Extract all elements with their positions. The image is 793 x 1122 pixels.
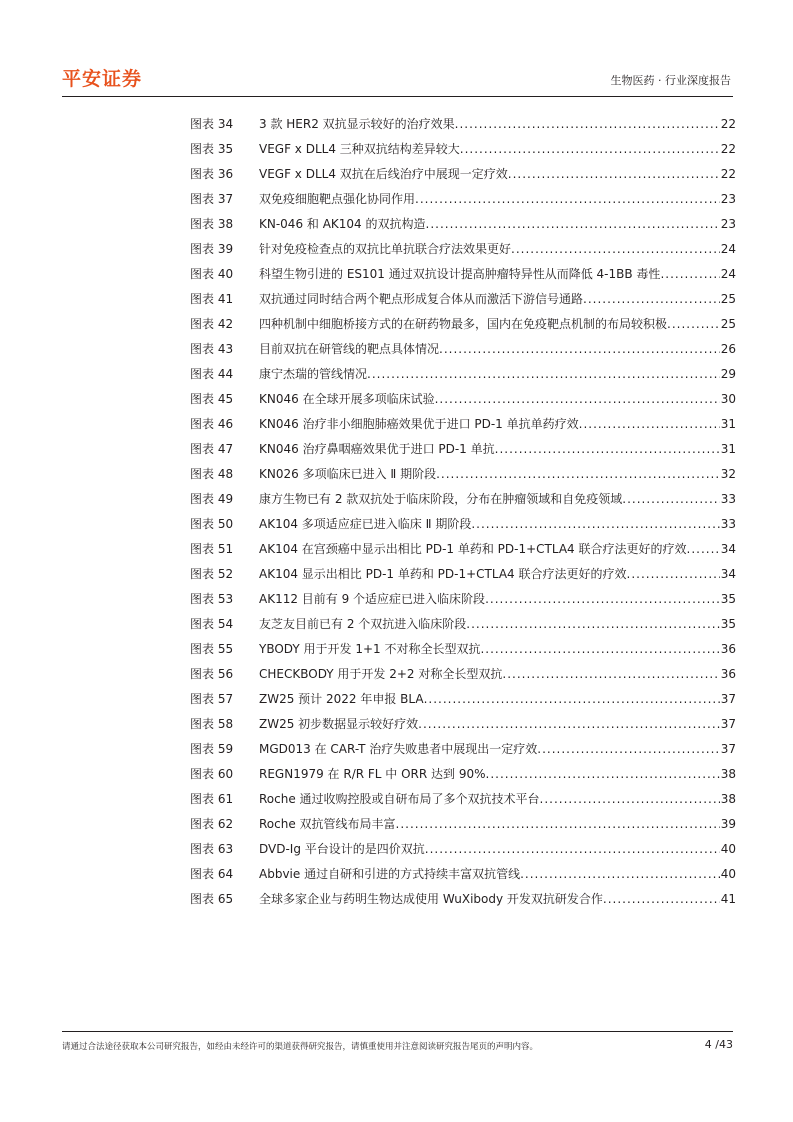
toc-dot-leader — [485, 589, 720, 609]
toc-entry-page: 25 — [720, 317, 736, 331]
toc-dot-leader — [435, 389, 720, 409]
toc-entry-body — [259, 214, 736, 234]
toc-entry-page: 39 — [720, 817, 736, 831]
toc-entry-title: AK104 在宫颈癌中显示出相比 PD-1 单药和 PD-1+CTLA4 联合疗法更好的疗效 — [259, 542, 687, 556]
toc-entry-label: 图表 59 — [190, 742, 234, 756]
toc-entry-label: 图表 46 — [190, 417, 234, 431]
toc-dot-leader — [537, 739, 719, 759]
toc-entry-page: 34 — [720, 567, 736, 581]
toc-entry-label: 图表 43 — [190, 342, 234, 356]
toc-dot-leader — [502, 664, 719, 684]
toc-entry-body — [259, 389, 736, 409]
toc-entry-body — [259, 189, 736, 209]
toc-entry-page: 38 — [720, 767, 736, 781]
toc-entry-page: 31 — [720, 442, 736, 456]
toc-dot-leader — [603, 889, 720, 909]
toc-entry[interactable] — [190, 739, 736, 764]
toc-entry-label: 图表 34 — [190, 117, 234, 131]
toc-entry-page: 23 — [720, 217, 736, 231]
toc-dot-leader — [511, 239, 720, 259]
toc-entry-label: 图表 38 — [190, 217, 234, 231]
toc-entry-body — [259, 289, 736, 309]
toc-entry-title: 目前双抗在研管线的靶点具体情况 — [259, 342, 440, 356]
toc-entry-page: 37 — [720, 742, 736, 756]
toc-entry-body — [259, 589, 736, 609]
toc-entry-body — [259, 439, 736, 459]
toc-entry-label: 图表 51 — [190, 542, 234, 556]
toc-entry-page: 24 — [720, 242, 736, 256]
toc-entry-page: 35 — [720, 592, 736, 606]
toc-entry[interactable] — [190, 189, 736, 214]
toc-dot-leader — [426, 214, 720, 234]
toc-entry[interactable] — [190, 364, 736, 389]
toc-dot-leader — [495, 439, 720, 459]
toc-entry-page: 33 — [720, 492, 736, 506]
toc-dot-leader — [627, 564, 720, 584]
toc-entry-label: 图表 39 — [190, 242, 234, 256]
toc-entry-page: 31 — [720, 417, 736, 431]
toc-dot-leader — [508, 164, 720, 184]
toc-entry[interactable] — [190, 589, 736, 614]
toc-entry-body — [259, 714, 736, 734]
toc-entry-title: 康方生物已有 2 款双抗处于临床阶段，分布在肿瘤领域和自免疫领域 — [259, 492, 623, 506]
toc-entry[interactable] — [190, 489, 736, 514]
toc-entry-title: 四种机制中细胞桥接方式的在研药物最多，国内在免疫靶点机制的布局较积极 — [259, 317, 668, 331]
toc-entry-title: Roche 通过收购控股或自研布局了多个双抗技术平台 — [259, 792, 540, 806]
page-number: 4 /43 — [704, 1038, 733, 1051]
toc-dot-leader — [424, 689, 720, 709]
toc-entry-label: 图表 57 — [190, 692, 234, 706]
toc-dot-leader — [687, 539, 720, 559]
toc-entry-body — [259, 764, 736, 784]
toc-entry-label: 图表 37 — [190, 192, 234, 206]
toc-entry-title: ZW25 初步数据显示较好疗效 — [259, 717, 419, 731]
toc-entry-body — [259, 689, 736, 709]
toc-entry-label: 图表 48 — [190, 467, 234, 481]
toc-entry-body — [259, 464, 736, 484]
toc-entry-body — [259, 239, 736, 259]
toc-entry[interactable] — [190, 389, 736, 414]
toc-entry[interactable] — [190, 664, 736, 689]
toc-entry-title: ZW25 预计 2022 年申报 BLA — [259, 692, 424, 706]
toc-entry[interactable] — [190, 839, 736, 864]
toc-entry[interactable] — [190, 139, 736, 164]
toc-entry-body — [259, 139, 736, 159]
toc-entry[interactable] — [190, 814, 736, 839]
toc-entry-page: 30 — [720, 392, 736, 406]
toc-entry[interactable] — [190, 239, 736, 264]
toc-entry[interactable] — [190, 689, 736, 714]
toc-dot-leader — [660, 264, 719, 284]
toc-entry-body — [259, 564, 736, 584]
toc-entry-page: 22 — [720, 117, 736, 131]
toc-entry-body — [259, 539, 736, 559]
toc-entry-body — [259, 514, 736, 534]
toc-entry-body — [259, 164, 736, 184]
table-of-figures — [190, 114, 736, 914]
toc-entry-page: 41 — [720, 892, 736, 906]
toc-entry-title: 双免疫细胞靶点强化协同作用 — [259, 192, 416, 206]
toc-entry-body — [259, 639, 736, 659]
toc-dot-leader — [622, 489, 719, 509]
toc-entry-page: 32 — [720, 467, 736, 481]
toc-entry-body — [259, 839, 736, 859]
toc-entry-label: 图表 45 — [190, 392, 234, 406]
toc-dot-leader — [396, 814, 720, 834]
toc-dot-leader — [436, 464, 720, 484]
toc-entry-page: 38 — [720, 792, 736, 806]
header-divider — [62, 96, 733, 97]
toc-entry-title: 科望生物引进的 ES101 通过双抗设计提高肿瘤特异性从而降低 4-1BB 毒性 — [259, 267, 661, 281]
toc-entry-page: 36 — [720, 642, 736, 656]
toc-entry-page: 40 — [720, 842, 736, 856]
toc-entry-label: 图表 54 — [190, 617, 234, 631]
toc-entry-body — [259, 489, 736, 509]
toc-dot-leader — [583, 289, 720, 309]
company-logo: 平安证券 — [62, 68, 143, 90]
toc-entry-page: 37 — [720, 692, 736, 706]
toc-entry-title: Roche 双抗管线布局丰富 — [259, 817, 396, 831]
toc-entry-page: 25 — [720, 292, 736, 306]
toc-entry-label: 图表 40 — [190, 267, 234, 281]
toc-entry-title: REGN1979 在 R/R FL 中 ORR 达到 90% — [259, 767, 486, 781]
toc-entry-title: 双抗通过同时结合两个靶点形成复合体从而激活下游信号通路 — [259, 292, 584, 306]
toc-dot-leader — [439, 339, 720, 359]
toc-entry[interactable] — [190, 114, 736, 139]
toc-entry-title: 友芝友目前已有 2 个双抗进入临床阶段 — [259, 617, 467, 631]
toc-entry-label: 图表 50 — [190, 517, 234, 531]
toc-entry-title: 针对免疫检查点的双抗比单抗联合疗法效果更好 — [259, 242, 512, 256]
toc-entry-page: 22 — [720, 142, 736, 156]
toc-dot-leader — [466, 614, 719, 634]
toc-entry-body — [259, 889, 736, 909]
toc-entry-body — [259, 114, 736, 134]
toc-entry-label: 图表 36 — [190, 167, 234, 181]
toc-entry-label: 图表 60 — [190, 767, 234, 781]
toc-entry-page: 29 — [720, 367, 736, 381]
toc-entry[interactable] — [190, 514, 736, 539]
toc-entry-title: CHECKBODY 用于开发 2+2 对称全长型双抗 — [259, 667, 503, 681]
toc-entry-title: VEGF x DLL4 三种双抗结构差异较大 — [259, 142, 460, 156]
toc-entry-page: 40 — [720, 867, 736, 881]
toc-entry-label: 图表 42 — [190, 317, 234, 331]
toc-dot-leader — [425, 839, 720, 859]
footer-disclaimer: 请通过合法途径获取本公司研究报告，如经由未经许可的渠道获得研究报告，请慎重使用并注意阅读研究报告尾页的声明内容。 — [62, 1042, 539, 1052]
toc-entry-title: AK104 多项适应症已进入临床 Ⅱ 期阶段 — [259, 517, 472, 531]
toc-entry-page: 33 — [720, 517, 736, 531]
toc-entry[interactable] — [190, 614, 736, 639]
toc-entry-title: DVD-Ig 平台设计的是四价双抗 — [259, 842, 425, 856]
toc-entry-page: 34 — [720, 542, 736, 556]
toc-entry[interactable] — [190, 289, 736, 314]
toc-entry-label: 图表 61 — [190, 792, 234, 806]
toc-dot-leader — [460, 139, 720, 159]
toc-entry-title: KN-046 和 AK104 的双抗构造 — [259, 217, 426, 231]
toc-entry-body — [259, 414, 736, 434]
toc-entry-label: 图表 52 — [190, 567, 234, 581]
toc-entry-page: 35 — [720, 617, 736, 631]
toc-entry[interactable] — [190, 164, 736, 189]
toc-dot-leader — [667, 314, 720, 334]
toc-dot-leader — [486, 764, 720, 784]
toc-dot-leader — [520, 864, 720, 884]
toc-entry[interactable] — [190, 639, 736, 664]
toc-entry-page: 23 — [720, 192, 736, 206]
toc-entry-body — [259, 314, 736, 334]
toc-entry-title: KN046 治疗非小细胞肺癌效果优于进口 PD-1 单抗单药疗效 — [259, 417, 579, 431]
toc-entry-page: 26 — [720, 342, 736, 356]
toc-entry-label: 图表 35 — [190, 142, 234, 156]
toc-entry[interactable] — [190, 464, 736, 489]
toc-entry-title: MGD013 在 CAR-T 治疗失败患者中展现出一定疗效 — [259, 742, 538, 756]
toc-entry-title: YBODY 用于开发 1+1 不对称全长型双抗 — [259, 642, 481, 656]
toc-entry-title: Abbvie 通过自研和引进的方式持续丰富双抗管线 — [259, 867, 521, 881]
toc-entry-label: 图表 47 — [190, 442, 234, 456]
footer-divider — [62, 1031, 733, 1032]
toc-entry-body — [259, 614, 736, 634]
toc-entry-body — [259, 664, 736, 684]
report-type: 生物医药 · 行业深度报告 — [610, 74, 731, 87]
toc-entry-body — [259, 339, 736, 359]
toc-entry-title: AK112 目前有 9 个适应症已进入临床阶段 — [259, 592, 486, 606]
toc-entry-title: 3 款 HER2 双抗显示较好的治疗效果 — [259, 117, 455, 131]
toc-entry-label: 图表 41 — [190, 292, 234, 306]
toc-entry-body — [259, 814, 736, 834]
toc-entry[interactable] — [190, 414, 736, 439]
toc-entry-page: 24 — [720, 267, 736, 281]
toc-entry[interactable] — [190, 214, 736, 239]
toc-entry-page: 37 — [720, 717, 736, 731]
toc-entry-title: AK104 显示出相比 PD-1 单药和 PD-1+CTLA4 联合疗法更好的疗效 — [259, 567, 627, 581]
toc-entry[interactable] — [190, 864, 736, 889]
toc-entry-page: 36 — [720, 667, 736, 681]
toc-entry-label: 图表 63 — [190, 842, 234, 856]
toc-dot-leader — [579, 414, 720, 434]
toc-entry-title: KN046 治疗鼻咽癌效果优于进口 PD-1 单抗 — [259, 442, 495, 456]
toc-entry-body — [259, 864, 736, 884]
toc-entry-label: 图表 65 — [190, 892, 234, 906]
toc-entry-body — [259, 739, 736, 759]
toc-entry-title: KN026 多项临床已进入 Ⅱ 期阶段 — [259, 467, 437, 481]
toc-entry-body — [259, 364, 736, 384]
toc-entry[interactable] — [190, 339, 736, 364]
toc-dot-leader — [455, 114, 720, 134]
toc-entry-body — [259, 789, 736, 809]
toc-entry[interactable] — [190, 314, 736, 339]
toc-entry-title: KN046 在全球开展多项临床试验 — [259, 392, 435, 406]
toc-entry-label: 图表 53 — [190, 592, 234, 606]
toc-dot-leader — [480, 639, 719, 659]
toc-entry-body — [259, 264, 736, 284]
toc-dot-leader — [367, 364, 720, 384]
toc-entry-title: VEGF x DLL4 双抗在后线治疗中展现一定疗效 — [259, 167, 508, 181]
toc-entry-label: 图表 44 — [190, 367, 234, 381]
toc-entry-label: 图表 56 — [190, 667, 234, 681]
toc-dot-leader — [418, 714, 720, 734]
toc-entry-label: 图表 55 — [190, 642, 234, 656]
toc-entry-title: 全球多家企业与药明生物达成使用 WuXibody 开发双抗研发合作 — [259, 892, 603, 906]
toc-entry-label: 图表 58 — [190, 717, 234, 731]
toc-entry[interactable] — [190, 564, 736, 589]
toc-entry[interactable] — [190, 264, 736, 289]
toc-entry[interactable] — [190, 889, 736, 914]
toc-entry-label: 图表 64 — [190, 867, 234, 881]
toc-dot-leader — [540, 789, 720, 809]
toc-entry[interactable] — [190, 764, 736, 789]
toc-entry[interactable] — [190, 539, 736, 564]
toc-entry-page: 22 — [720, 167, 736, 181]
toc-entry-label: 图表 49 — [190, 492, 234, 506]
toc-entry[interactable] — [190, 439, 736, 464]
toc-entry-title: 康宁杰瑞的管线情况 — [259, 367, 368, 381]
toc-dot-leader — [471, 514, 719, 534]
toc-entry[interactable] — [190, 789, 736, 814]
toc-entry-label: 图表 62 — [190, 817, 234, 831]
toc-entry[interactable] — [190, 714, 736, 739]
page-header — [62, 64, 733, 96]
toc-dot-leader — [415, 189, 720, 209]
